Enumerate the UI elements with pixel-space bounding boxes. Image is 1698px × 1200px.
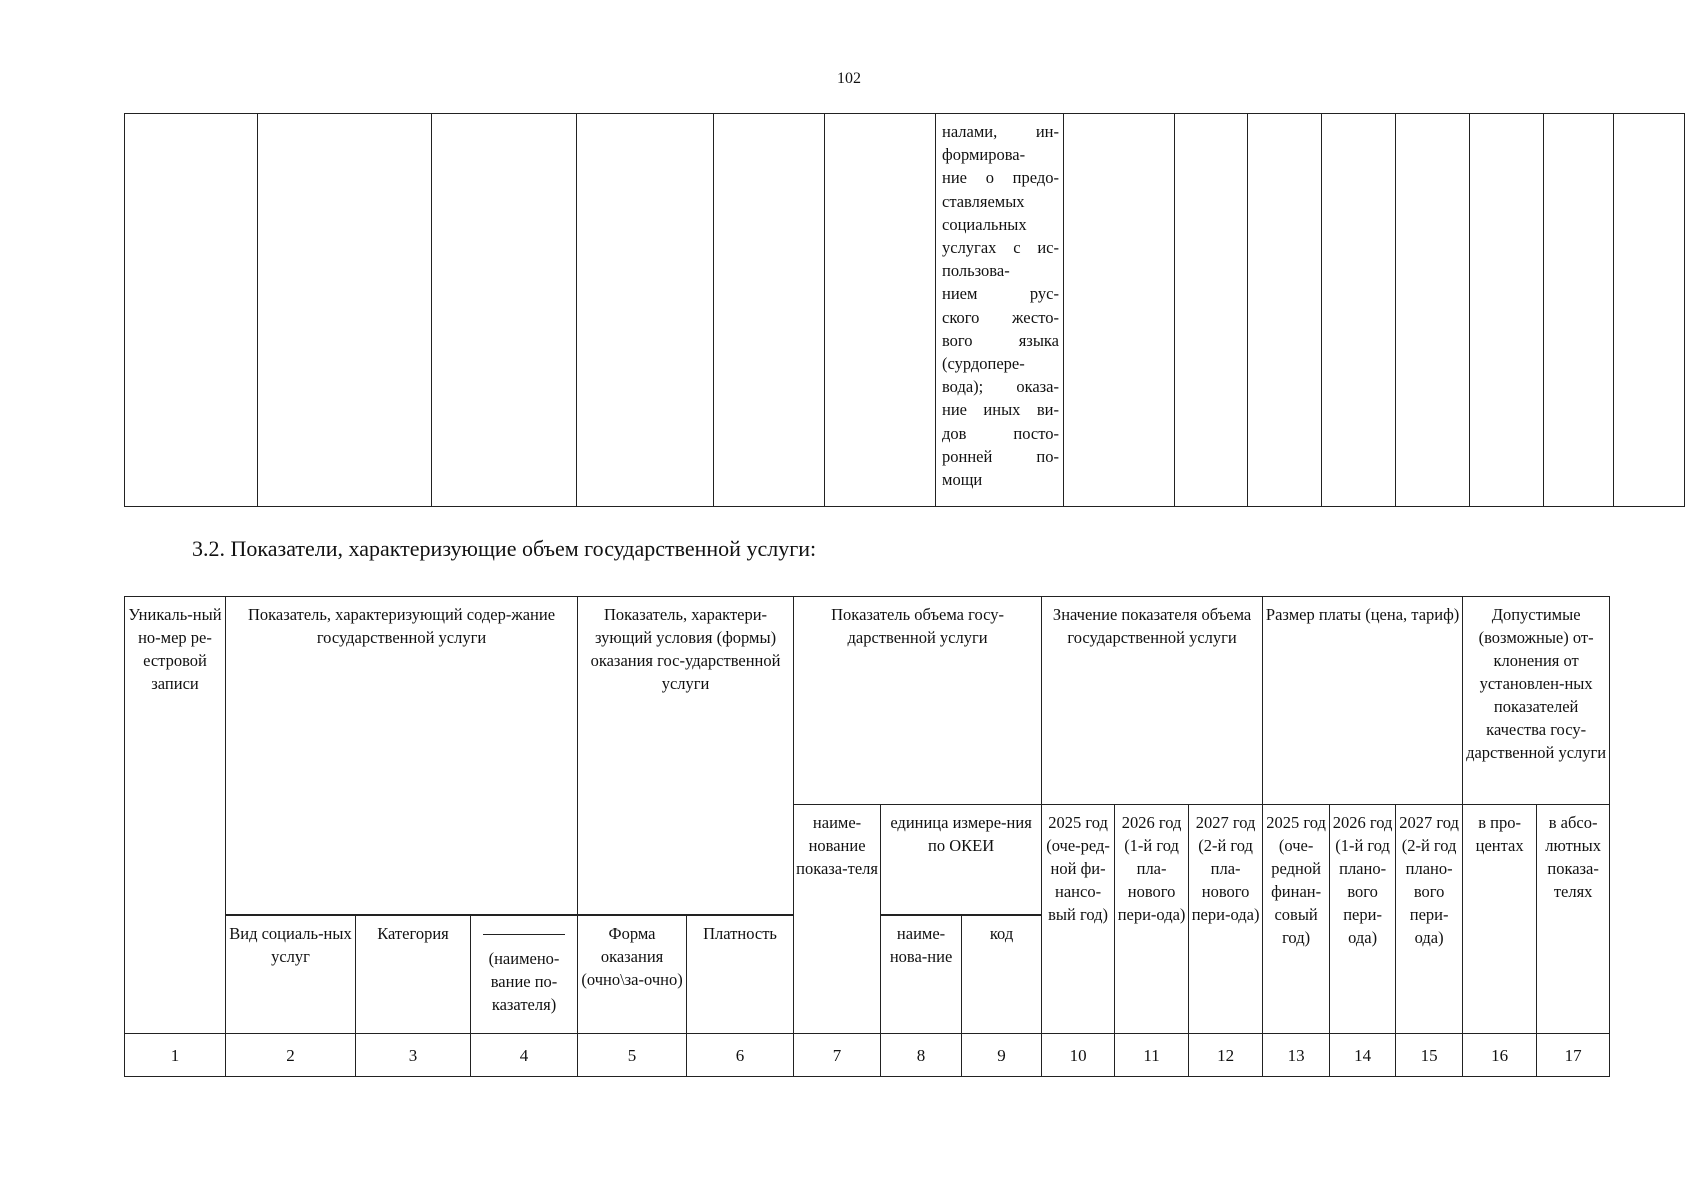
column-number: 1 [125, 1034, 226, 1077]
table-cell [1396, 114, 1470, 507]
column-number: 2 [226, 1034, 356, 1077]
text-line: услугах с ис- [942, 238, 1059, 258]
text-line: пользова- [942, 261, 1010, 281]
header-fee-2027: 2027 год (2-й год плано-вого пери-ода) [1396, 805, 1463, 1034]
table-cell [825, 114, 936, 507]
blank-line [483, 922, 565, 935]
text-line: дов посто- [942, 423, 1059, 443]
text-line: ронней по- [942, 446, 1059, 466]
header-unit-okei: единица измере-ния по ОКЕИ [881, 805, 1042, 915]
header-deviation-absolute: в абсо-лютных показа-телях [1537, 805, 1610, 1034]
section-heading: 3.2. Показатели, характеризующие объем государственной услуги: [192, 536, 817, 561]
text-line: ние иных ви- [942, 400, 1059, 420]
column-number: 16 [1463, 1034, 1537, 1077]
column-number: 6 [687, 1034, 794, 1077]
column-number: 9 [962, 1034, 1042, 1077]
text-line: мощи [942, 470, 983, 490]
header-unit-code: код [962, 916, 1042, 1034]
header-value-2027: 2027 год (2-й год пла-нового пери-ода) [1189, 805, 1263, 1034]
header-value-2026: 2026 год (1-й год пла-нового пери-ода) [1115, 805, 1189, 1034]
table-cell [714, 114, 825, 507]
header-fee-2025: 2025 год (оче-редной финан-совый год) [1263, 805, 1330, 1034]
indicator-name-placeholder: (наимено-вание по-казателя) [488, 949, 560, 1014]
column-number: 15 [1396, 1034, 1463, 1077]
table-cell [1248, 114, 1322, 507]
volume-indicators-table [124, 596, 1610, 1077]
header-deviation-percent: в про-центах [1463, 805, 1537, 1034]
header-service-type: Вид социаль-ных услуг [226, 916, 356, 1034]
column-number: 14 [1330, 1034, 1396, 1077]
header-fee-2026: 2026 год (1-й год плано-вого пери-ода) [1330, 805, 1396, 1034]
text-line: социальных [942, 214, 1027, 234]
header-fee-size: Размер платы (цена, тариф) [1263, 597, 1463, 805]
table-cell [432, 114, 577, 507]
text-line: ставляемых [942, 191, 1025, 211]
header-conditions-indicator: Показатель, характери-зующий условия (формы) оказания гос-ударственной услуги [578, 597, 794, 915]
text-line: нием рус- [942, 284, 1059, 304]
table-cell [125, 114, 258, 507]
column-number: 13 [1263, 1034, 1330, 1077]
header-category: Категория [356, 916, 471, 1034]
header-value-2025: 2025 год (оче-ред-ной фи-нансо-вый год) [1042, 805, 1115, 1034]
column-number: 3 [356, 1034, 471, 1077]
header-form: Форма оказания (очно\за-очно) [578, 916, 687, 1034]
header-payment: Платность [687, 916, 794, 1034]
column-number: 7 [794, 1034, 881, 1077]
text-line: формирова- [942, 145, 1026, 165]
text-line: вого языка [942, 330, 1059, 350]
table-cell [1064, 114, 1175, 507]
column-number: 17 [1537, 1034, 1610, 1077]
table-cell [577, 114, 714, 507]
text-line: налами, ин- [942, 122, 1059, 141]
text-line: (сурдопере- [942, 354, 1025, 374]
header-indicator-name-blank [471, 916, 578, 1034]
header-volume-indicator: Показатель объема госу-дарственной услуги [794, 597, 1042, 805]
table-cell [258, 114, 432, 507]
header-content-indicator: Показатель, характеризующий содер-жание государственной услуги [226, 597, 578, 915]
table-cell [1544, 114, 1614, 507]
page-number: 102 [837, 70, 861, 87]
header-indicator-value: Значение показателя объема государственной услуги [1042, 597, 1263, 805]
text-line: вода); оказа- [942, 377, 1059, 397]
column-number: 8 [881, 1034, 962, 1077]
column-number: 5 [578, 1034, 687, 1077]
header-allowed-deviation: Допустимые (возможные) от-клонения от установлен-ных показателей качества госу-дарственной услуги [1463, 597, 1610, 805]
text-line: ние о предо- [942, 168, 1059, 188]
table-cell [1614, 114, 1685, 507]
table-cell [1470, 114, 1544, 507]
header-unit-name: наиме-нова-ние [881, 916, 962, 1034]
text-line: ского жесто- [942, 307, 1059, 327]
table-cell [1175, 114, 1248, 507]
continuation-table [124, 113, 1685, 507]
continuation-text-cell [936, 114, 1064, 507]
column-number: 11 [1115, 1034, 1189, 1077]
header-registry-number: Уникаль-ный но-мер ре-естровой записи [125, 597, 226, 1034]
column-number: 12 [1189, 1034, 1263, 1077]
column-number: 4 [471, 1034, 578, 1077]
table-cell [1322, 114, 1396, 507]
column-number: 10 [1042, 1034, 1115, 1077]
header-volume-name: наиме-нование показа-теля [794, 805, 881, 1034]
